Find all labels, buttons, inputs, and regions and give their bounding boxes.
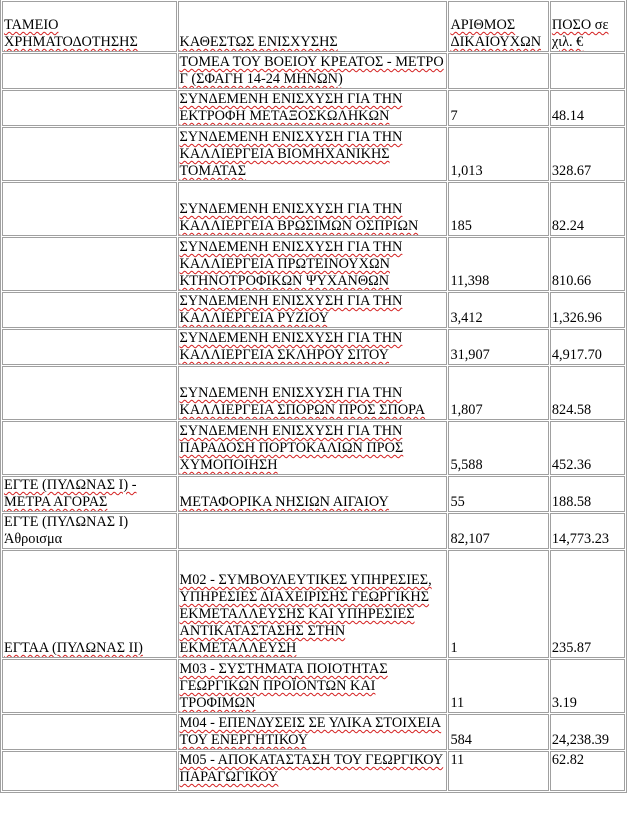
- cell-amount: 24,238.39: [550, 714, 625, 750]
- header-amount: ΠΟΣΟ σε χιλ. €: [550, 1, 625, 52]
- cell-beneficiaries: 1: [448, 550, 548, 658]
- cell-beneficiaries: [448, 53, 548, 89]
- cell-amount: 62.82: [550, 751, 625, 791]
- header-scheme: ΚΑΘΕΣΤΩΣ ΕΝΙΣΧΥΣΗΣ: [178, 1, 448, 52]
- cell-amount: 824.58: [550, 366, 625, 420]
- table-row: [2, 366, 625, 420]
- table-row: [2, 550, 625, 658]
- cell-amount: 4,917.70: [550, 329, 625, 365]
- cell-amount: 3.19: [550, 659, 625, 713]
- cell-fund: ΕΓΤΕ (ΠΥΛΩΝΑΣ Ι) Άθροισμα: [2, 513, 177, 549]
- cell-fund: [2, 237, 177, 291]
- cell-scheme: ΣΥΝΔΕΜΕΝΗ ΕΝΙΣΧΥΣΗ ΓΙΑ ΤΗΝ ΚΑΛΛΙΕΡΓΕΙΑ ΠΡΩΤΕΙΝΟΥΧΩΝ ΚΤΗΝΟΤΡΟΦΙΚΩΝ ΨΥΧΑΝΘΩΝ: [178, 237, 448, 291]
- cell-fund: [2, 366, 177, 420]
- cell-amount: 452.36: [550, 421, 625, 475]
- cell-amount: 188.58: [550, 476, 625, 512]
- cell-scheme: ΜΕΤΑΦΟΡΙΚΑ ΝΗΣΙΩΝ ΑΙΓΑΙΟΥ: [178, 476, 448, 512]
- table-row: [2, 182, 625, 236]
- cell-fund: [2, 53, 177, 89]
- cell-fund: [2, 292, 177, 328]
- cell-beneficiaries: 31,907: [448, 329, 548, 365]
- cell-beneficiaries: 1,807: [448, 366, 548, 420]
- cell-fund: [2, 182, 177, 236]
- cell-fund: [2, 714, 177, 750]
- cell-scheme: ΣΥΝΔΕΜΕΝΗ ΕΝΙΣΧΥΣΗ ΓΙΑ ΤΗΝ ΚΑΛΛΙΕΡΓΕΙΑ ΒΙΟΜΗΧΑΝΙΚΗΣ ΤΟΜΑΤΑΣ: [178, 127, 448, 181]
- cell-scheme: Μ05 - ΑΠΟΚΑΤΑΣΤΑΣΗ ΤΟΥ ΓΕΩΡΓΙΚΟΥ ΠΑΡΑΓΩΓΙΚΟΥ: [178, 751, 448, 791]
- cell-fund: ΕΓΤΑΑ (ΠΥΛΩΝΑΣ ΙΙ): [2, 550, 177, 658]
- cell-fund: [2, 127, 177, 181]
- cell-scheme: Μ04 - ΕΠΕΝΔΥΣΕΙΣ ΣΕ ΥΛΙΚΑ ΣΤΟΙΧΕΙΑ ΤΟΥ ΕΝΕΡΓΗΤΙΚΟΥ: [178, 714, 448, 750]
- cell-beneficiaries: 584: [448, 714, 548, 750]
- cell-fund: [2, 421, 177, 475]
- cell-scheme: ΣΥΝΔΕΜΕΝΗ ΕΝΙΣΧΥΣΗ ΓΙΑ ΤΗΝ ΚΑΛΛΙΕΡΓΕΙΑ ΒΡΩΣΙΜΩΝ ΟΣΠΡΙΩΝ: [178, 182, 448, 236]
- cell-scheme: Μ03 - ΣΥΣΤΗΜΑΤΑ ΠΟΙΟΤΗΤΑΣ ΓΕΩΡΓΙΚΩΝ ΠΡΟΪΟΝΤΩΝ ΚΑΙ ΤΡΟΦΙΜΩΝ: [178, 659, 448, 713]
- cell-fund: [2, 329, 177, 365]
- table-row: [2, 127, 625, 181]
- cell-amount: 1,326.96: [550, 292, 625, 328]
- cell-scheme: ΣΥΝΔΕΜΕΝΗ ΕΝΙΣΧΥΣΗ ΓΙΑ ΤΗΝ ΠΑΡΑΔΟΣΗ ΠΟΡΤΟΚΑΛΙΩΝ ΠΡΟΣ ΧΥΜΟΠΟΙΗΣΗ: [178, 421, 448, 475]
- cell-beneficiaries: 82,107: [448, 513, 548, 549]
- cell-scheme: ΣΥΝΔΕΜΕΝΗ ΕΝΙΣΧΥΣΗ ΓΙΑ ΤΗΝ ΚΑΛΛΙΕΡΓΕΙΑ ΣΚΛΗΡΟΥ ΣΙΤΟΥ: [178, 329, 448, 365]
- table-row: [2, 659, 625, 713]
- cell-fund: [2, 659, 177, 713]
- cell-amount: 48.14: [550, 90, 625, 126]
- cell-scheme: [178, 513, 448, 549]
- table-row: [2, 237, 625, 291]
- header-fund: ΤΑΜΕΙΟ ΧΡΗΜΑΤΟΔΟΤΗΣΗΣ: [2, 1, 177, 52]
- cell-scheme: ΣΥΝΔΕΜΕΝΗ ΕΝΙΣΧΥΣΗ ΓΙΑ ΤΗΝ ΚΑΛΛΙΕΡΓΕΙΑ ΣΠΟΡΩΝ ΠΡΟΣ ΣΠΟΡΑ: [178, 366, 448, 420]
- cell-amount: 328.67: [550, 127, 625, 181]
- header-beneficiaries: ΑΡΙΘΜΟΣ ΔΙΚΑΙΟΥΧΩΝ: [448, 1, 548, 52]
- table-row: [2, 53, 625, 89]
- table-row-subtotal: [2, 513, 625, 549]
- cell-amount: 810.66: [550, 237, 625, 291]
- table-row: [2, 292, 625, 328]
- cell-beneficiaries: 55: [448, 476, 548, 512]
- cell-fund: ΕΓΤΕ (ΠΥΛΩΝΑΣ Ι) - ΜΕΤΡΑ ΑΓΟΡΑΣ: [2, 476, 177, 512]
- cell-amount: [550, 53, 625, 89]
- cell-beneficiaries: 11: [448, 751, 548, 791]
- table-row: [2, 714, 625, 750]
- table-row: [2, 751, 625, 791]
- cell-beneficiaries: 11,398: [448, 237, 548, 291]
- cell-amount: 235.87: [550, 550, 625, 658]
- table-row: [2, 476, 625, 512]
- table-row: [2, 90, 625, 126]
- table-row: [2, 329, 625, 365]
- cell-fund: [2, 751, 177, 791]
- cell-scheme: ΣΥΝΔΕΜΕΝΗ ΕΝΙΣΧΥΣΗ ΓΙΑ ΤΗΝ ΕΚΤΡΟΦΗ ΜΕΤΑΞΟΣΚΩΛΗΚΩΝ: [178, 90, 448, 126]
- cell-beneficiaries: 185: [448, 182, 548, 236]
- cell-scheme: ΤΟΜΕΑ ΤΟΥ ΒΟΕΙΟΥ ΚΡΕΑΤΟΣ - ΜΕΤΡΟ Γ (ΣΦΑΓΗ 14-24 ΜΗΝΩΝ): [178, 53, 448, 89]
- cell-amount: 14,773.23: [550, 513, 625, 549]
- cell-scheme: ΣΥΝΔΕΜΕΝΗ ΕΝΙΣΧΥΣΗ ΓΙΑ ΤΗΝ ΚΑΛΛΙΕΡΓΕΙΑ ΡΥΖΙΟΥ: [178, 292, 448, 328]
- cell-amount: 82.24: [550, 182, 625, 236]
- cell-beneficiaries: 5,588: [448, 421, 548, 475]
- cell-beneficiaries: 7: [448, 90, 548, 126]
- cell-scheme: Μ02 - ΣΥΜΒΟΥΛΕΥΤΙΚΕΣ ΥΠΗΡΕΣΙΕΣ, ΥΠΗΡΕΣΙΕΣ ΔΙΑΧΕΙΡΙΣΗΣ ΓΕΩΡΓΙΚΗΣ ΕΚΜΕΤΑΛΛΕΥΣΗΣ ΚΑΙ ΥΠΗΡΕΣΙΕΣ ΑΝΤΙΚΑΤΑΣΤΑΣΗΣ ΣΤΗΝ ΕΚΜΕΤΑΛΛΕΥΣΗ: [178, 550, 448, 658]
- header-row: [2, 1, 625, 52]
- table-row: [2, 421, 625, 475]
- cell-beneficiaries: 11: [448, 659, 548, 713]
- cell-fund: [2, 90, 177, 126]
- cell-beneficiaries: 3,412: [448, 292, 548, 328]
- cell-beneficiaries: 1,013: [448, 127, 548, 181]
